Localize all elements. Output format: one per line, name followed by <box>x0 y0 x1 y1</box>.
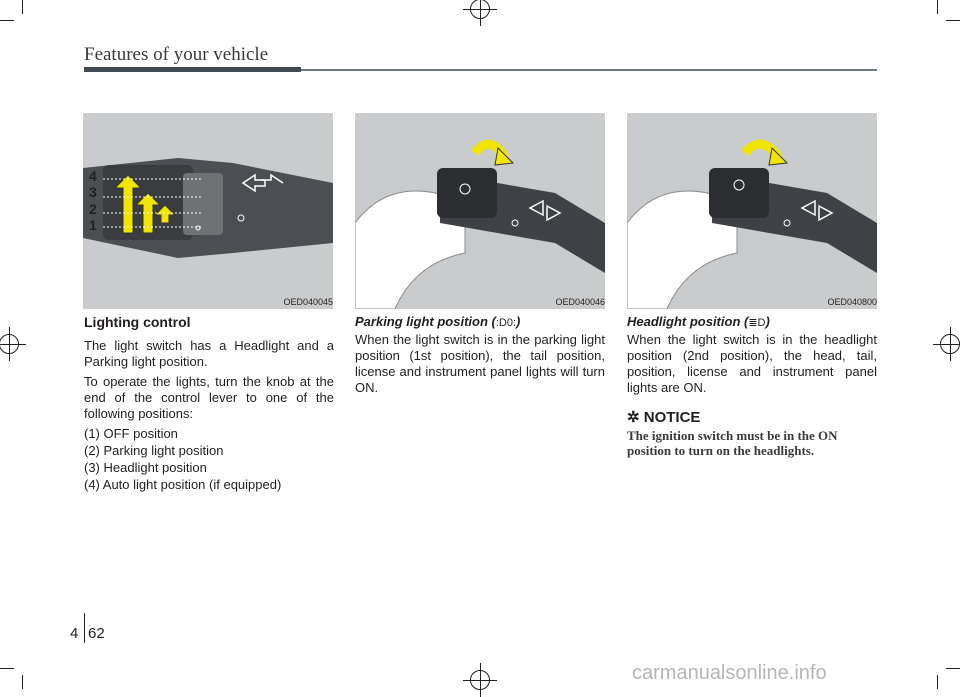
figure-headlight <box>627 113 877 309</box>
crop-mark <box>946 668 960 669</box>
notice-star-icon: ✲ <box>627 408 644 426</box>
watermark: carmanualsonline.info <box>632 662 827 684</box>
crop-mark <box>937 0 938 14</box>
notice-body: The ignition switch must be in the ON position to turn on the headlights. <box>627 427 838 458</box>
page-header-title: Features of your vehicle <box>84 44 269 65</box>
figure-code: OED040046 <box>555 297 605 307</box>
heading-text: ) <box>765 314 770 329</box>
heading-text: Parking light position ( <box>355 314 496 329</box>
footer-rule <box>84 613 85 643</box>
header-rule <box>84 67 301 72</box>
paragraph: When the light switch is in the headlight position (2nd position), the head, tail, position, license and instrument panel lights are ON. <box>627 331 877 395</box>
parking-light-icon: :D0: <box>495 316 517 329</box>
position-label-4: 4 <box>89 168 97 184</box>
figure-code: OED040800 <box>827 297 877 307</box>
registration-mark <box>470 670 490 690</box>
section-heading <box>627 314 877 331</box>
registration-mark <box>0 334 19 354</box>
paragraph: The light switch has a Headlight and a Parking light position. <box>84 338 334 369</box>
figure-code: OED040045 <box>283 297 333 307</box>
header-rule-thin <box>301 69 877 71</box>
crop-mark <box>937 675 938 689</box>
parking-light-section <box>355 314 605 400</box>
list-item: (3) Headlight position <box>84 460 207 475</box>
notice-heading <box>627 410 877 426</box>
section-heading <box>355 314 605 331</box>
list-item: (1) OFF position <box>84 426 178 441</box>
page-number: 62 <box>88 625 105 642</box>
figure-lever-positions <box>83 113 333 309</box>
heading-text: ) <box>516 314 521 329</box>
headlight-icon: ≣D <box>748 316 766 329</box>
list-item: (4) Auto light position (if equipped) <box>84 477 282 492</box>
list-item: (2) Parking light position <box>84 443 224 458</box>
section-heading: Lighting control <box>84 314 191 330</box>
figure-parking-light <box>355 113 605 309</box>
notice-title: NOTICE <box>643 408 701 426</box>
position-label-1: 1 <box>89 217 97 233</box>
crop-mark <box>0 20 14 21</box>
crop-mark <box>0 668 14 669</box>
registration-mark <box>940 334 960 354</box>
position-label-3: 3 <box>89 184 97 200</box>
position-label-2: 2 <box>89 201 97 217</box>
crop-mark <box>946 20 960 21</box>
lighting-control-section <box>84 314 334 494</box>
heading-text: Headlight position ( <box>627 314 749 329</box>
chapter-number: 4 <box>70 625 79 642</box>
paragraph: To operate the lights, turn the knob at the end of the control lever to one of the following positions: <box>84 374 334 421</box>
headlight-section <box>627 314 877 458</box>
paragraph: When the light switch is in the parking light position (1st position), the tail position, license and instrument panel lights will turn ON. <box>355 331 605 395</box>
crop-mark <box>22 675 23 689</box>
crop-mark <box>22 0 23 14</box>
registration-mark <box>470 0 490 19</box>
